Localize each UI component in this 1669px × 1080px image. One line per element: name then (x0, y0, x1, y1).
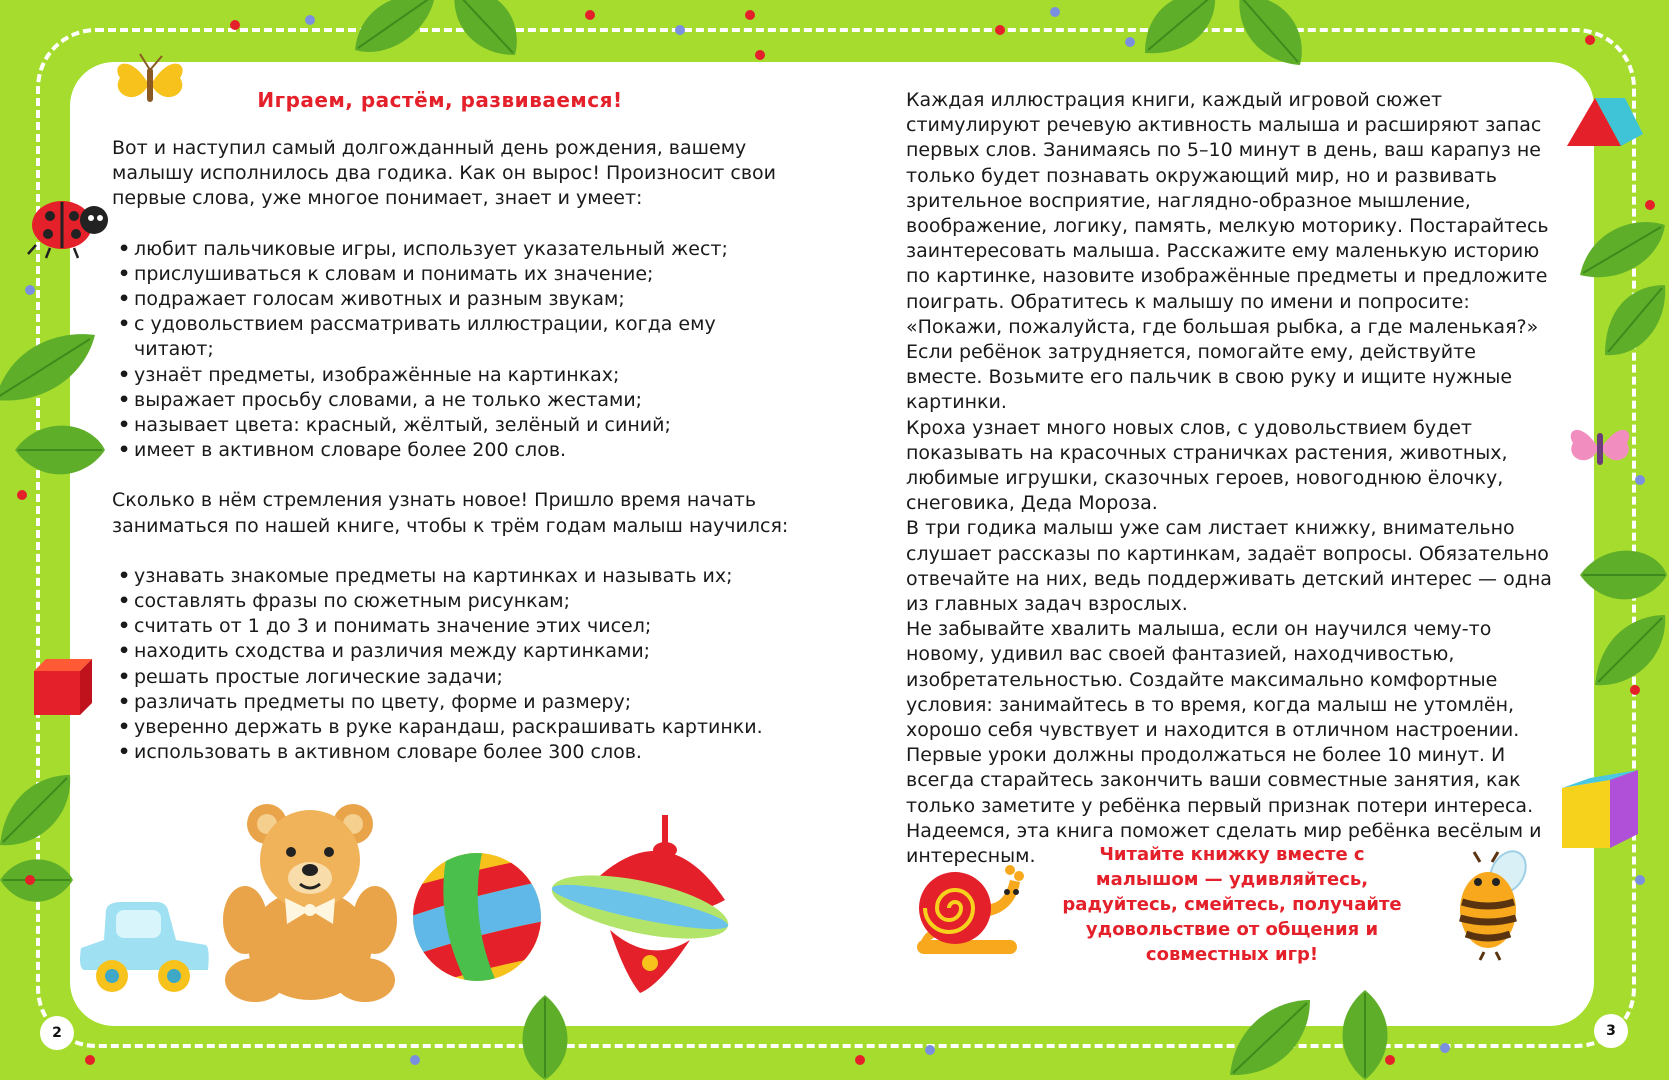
page-number-left: 2 (40, 1016, 74, 1050)
list-item: • прислушиваться к словам и понимать их значение; (112, 262, 792, 287)
middle-paragraph: Сколько в нём стремления узнать новое! Пришло время начать заниматься по нашей книге, чтобы к трём годам малыш научился: (112, 489, 789, 537)
list-item: • любит пальчиковые игры, использует указательный жест; (112, 237, 792, 262)
toy-car-icon (76, 900, 211, 1000)
list-item: • называет цвета: красный, жёлтый, зелёный и синий; (112, 413, 792, 438)
spinning-top-icon (550, 815, 735, 995)
right-paragraph: Кроха узнает много новых слов, с удовольствием будет показывать на красочных страничках растения, животных, любимые игрушки, сказочных героев, новогоднюю ёлочку, снеговика, Деда Мороза. (906, 416, 1508, 515)
teddy-bear-icon (215, 800, 405, 1000)
skills-now-list (112, 237, 792, 464)
list-item: • находить сходства и различия между картинками; (112, 639, 792, 664)
ball-icon (410, 850, 545, 985)
list-item: • имеет в активном словаре более 200 слов. (112, 438, 792, 463)
right-paragraph: Не забывайте хвалить малыша, если он научился чему-то новому, удивил вас своей фантазией, находчивостью, изобретательностью. Создайте максимально комфортные условия: занимайтесь в то время, когда малыш не утомлён, хорошо себя чувствует и находится в отличном настроении. Первые уроки должны продолжаться не более 10 минут. И всегда старайтесь закончить ваши совместные занятия, как только заметите у ребёнка первый признак потери интереса. Надеемся, эта книга поможет сделать мир ребёнка весёлым и интересным. (906, 618, 1542, 868)
butterfly-icon (110, 48, 190, 118)
right-column (906, 88, 1556, 869)
ladybug-icon (22, 190, 112, 260)
list-item: • считать от 1 до 3 и понимать значение этих чисел; (112, 614, 792, 639)
list-item: • уверенно держать в руке карандаш, раскрашивать картинки. (112, 715, 792, 740)
list-item: • использовать в активном словаре более 300 слов. (112, 740, 792, 765)
closing-note: Читайте книжку вместе с малышом — удивляйтесь, радуйтесь, смейтесь, получайте удовольствие от общения и совместных игр! (1062, 844, 1402, 965)
list-item: • с удовольствием рассматривать иллюстрации, когда ему читают; (112, 312, 792, 362)
intro-paragraph: Вот и наступил самый долгожданный день рождения, вашему малышу исполнилось два годика. Как он вырос! Произносит свои первые слова, уже многое понимает, знает и умеет: (112, 137, 777, 210)
page-title: Играем, растём, развиваемся! (257, 88, 623, 112)
butterfly-icon (1565, 415, 1635, 480)
toy-block-icon (32, 655, 94, 717)
right-paragraph: Каждая иллюстрация книги, каждый игровой сюжет стимулируют речевую активность малыша и расширяют запас первых слов. Занимаясь по 5–10 минут в день, ваш карапуз не только будет познавать окружающий мир, но и развивать зрительное восприятие, наглядно-образное мышление, воображение, логику, память, мелкую моторику. Постарайтесь заинтересовать малыша. Расскажите ему маленькую историю по картинке, назовите изображённые предметы и предложите поиграть. Обратитесь к малышу по имени и попросите: «Покажи, пожалуйста, где большая рыбка, а где маленькая?» Если ребёнок затрудняется, помогайте ему, действуйте вместе. Возьмите его пальчик в свою руку и ищите нужные картинки. (906, 89, 1549, 414)
list-item: • выражает просьбу словами, а не только жестами; (112, 388, 792, 413)
list-item: • узнаёт предметы, изображённые на картинках; (112, 363, 792, 388)
left-column (112, 136, 792, 765)
page-number-right: 3 (1594, 1014, 1628, 1048)
list-item: • подражает голосам животных и разным звукам; (112, 287, 792, 312)
list-item: • составлять фразы по сюжетным рисункам; (112, 589, 792, 614)
list-item: • решать простые логические задачи; (112, 665, 792, 690)
snail-icon (915, 862, 1025, 957)
triangle-block-icon (1565, 96, 1645, 148)
skills-goal-list (112, 564, 792, 766)
right-paragraph: В три годика малыш уже сам листает книжку, внимательно слушает рассказы по картинкам, задаёт вопросы. Обязательно отвечайте на них, ведь поддерживать детский интерес — одна из главных задач взрослых. (906, 517, 1552, 616)
toy-block-icon (1560, 768, 1642, 850)
list-item: • различать предметы по цвету, форме и размеру; (112, 690, 792, 715)
list-item: • узнавать знакомые предметы на картинках и называть их; (112, 564, 792, 589)
